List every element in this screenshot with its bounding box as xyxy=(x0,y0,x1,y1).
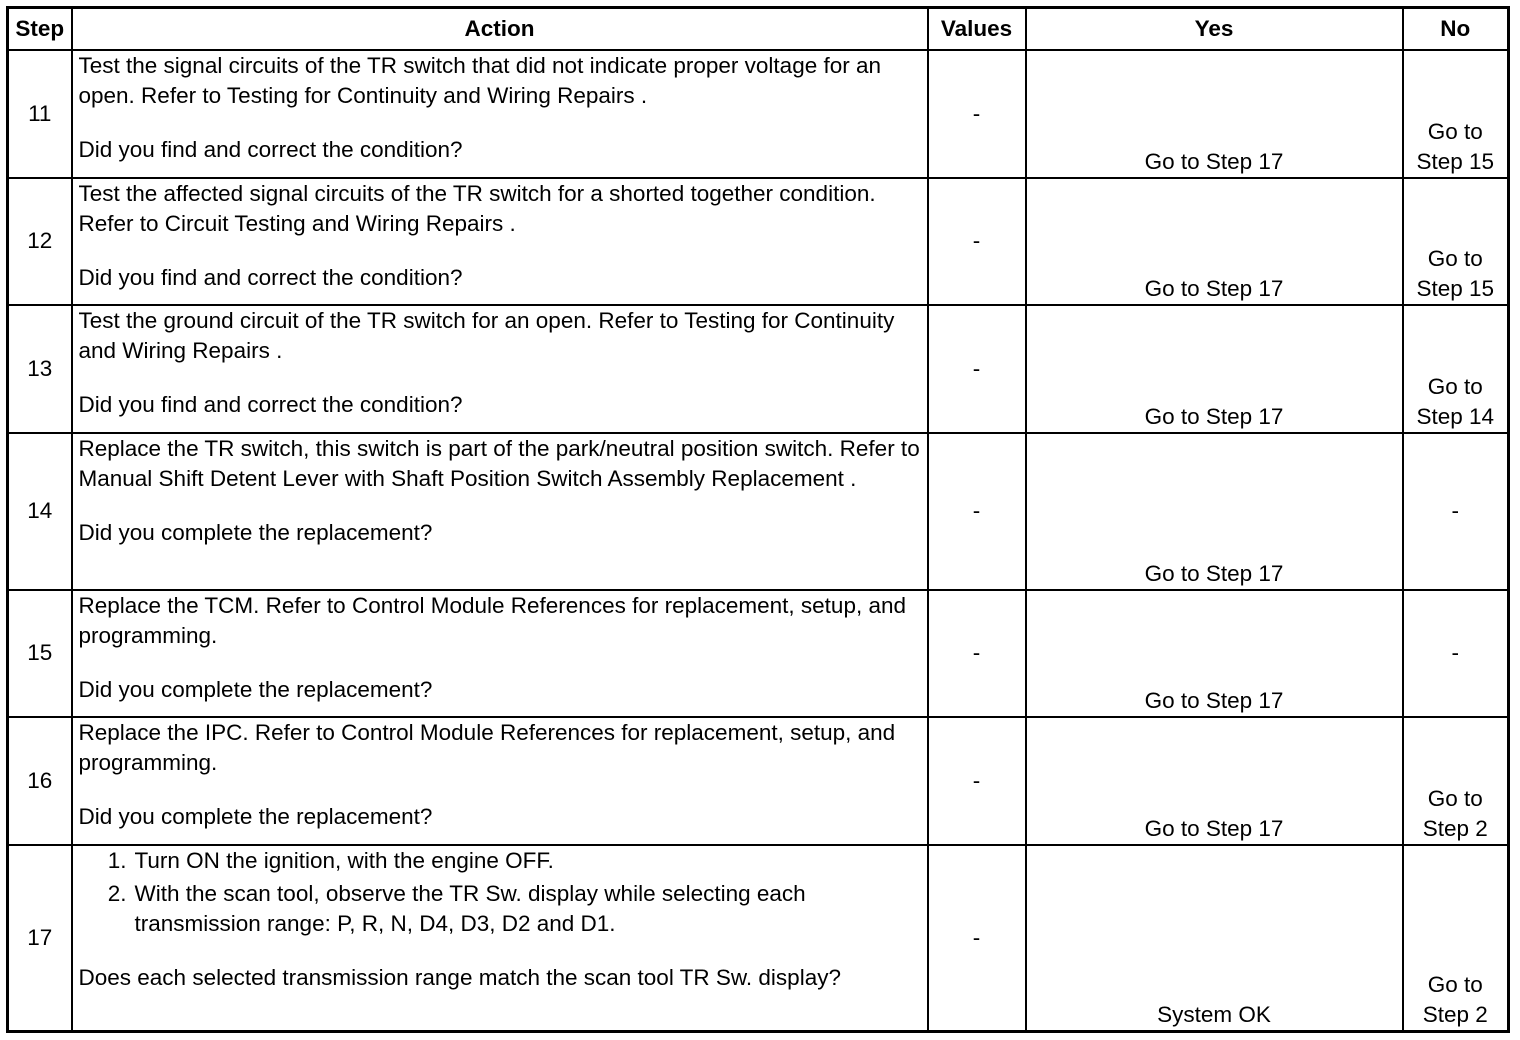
values-cell: - xyxy=(928,717,1026,845)
yes-link[interactable]: Go to Step 17 xyxy=(1026,50,1403,178)
values-cell: - xyxy=(928,845,1026,1032)
action-question: Did you complete the replacement? xyxy=(78,803,433,829)
action-question: Did you find and correct the condition? xyxy=(78,136,463,162)
no-cell: - xyxy=(1403,433,1509,590)
table-row xyxy=(8,845,1509,1032)
substep-text: With the scan tool, observe the TR Sw. display while selecting each transmission range: P, R, N, D4, D3, D2 and D1. xyxy=(134,880,806,936)
substep-number: 1. xyxy=(107,847,127,873)
values-cell: - xyxy=(928,590,1026,717)
action-instruction: Test the ground circuit of the TR switch for an open. Refer to Testing for Continuity and Wiring Repairs . xyxy=(78,307,895,363)
action-cell xyxy=(72,50,928,178)
yes-link[interactable]: Go to Step 17 xyxy=(1026,590,1403,717)
no-cell: - xyxy=(1403,590,1509,717)
yes-link[interactable]: Go to Step 17 xyxy=(1026,433,1403,590)
action-instruction: Replace the IPC. Refer to Control Module References for replacement, setup, and programming. xyxy=(78,719,896,775)
action-question: Did you complete the replacement? xyxy=(78,519,433,545)
action-cell xyxy=(72,178,928,305)
yes-link[interactable]: Go to Step 17 xyxy=(1026,717,1403,845)
substep-number: 2. xyxy=(107,880,127,906)
no-link[interactable]: Go to Step 15 xyxy=(1403,178,1509,305)
header-action: Action xyxy=(72,8,928,50)
action-cell xyxy=(72,590,928,717)
header-values: Values xyxy=(928,8,1026,50)
step-number: 12 xyxy=(8,178,72,305)
action-instruction: Test the affected signal circuits of the TR switch for a shorted together condition. Refer to Circuit Testing and Wiring Repairs . xyxy=(78,180,876,236)
action-cell xyxy=(72,717,928,845)
action-cell xyxy=(72,305,928,433)
step-number: 17 xyxy=(8,845,72,1032)
table-row xyxy=(8,50,1509,178)
action-question: Did you find and correct the condition? xyxy=(78,264,463,290)
substep-text: Turn ON the ignition, with the engine OFF. xyxy=(134,847,554,873)
no-link[interactable]: Go to Step 15 xyxy=(1403,50,1509,178)
step-number: 16 xyxy=(8,717,72,845)
action-question: Did you complete the replacement? xyxy=(78,676,433,702)
substep-list xyxy=(79,846,921,939)
list-item xyxy=(79,846,921,876)
action-question: Does each selected transmission range match the scan tool TR Sw. display? xyxy=(78,964,841,990)
action-question: Did you find and correct the condition? xyxy=(78,391,463,417)
values-cell: - xyxy=(928,50,1026,178)
values-cell: - xyxy=(928,178,1026,305)
step-number: 15 xyxy=(8,590,72,717)
values-cell: - xyxy=(928,305,1026,433)
header-no: No xyxy=(1403,8,1509,50)
step-number: 13 xyxy=(8,305,72,433)
action-instruction: Replace the TR switch, this switch is part of the park/neutral position switch. Refer to Manual Shift Detent Lever with Shaft Position Switch Assembly Replacement . xyxy=(78,435,920,491)
header-yes: Yes xyxy=(1026,8,1403,50)
diagnostic-table xyxy=(6,6,1510,1033)
table-row xyxy=(8,717,1509,845)
list-item xyxy=(79,879,921,939)
action-instruction: Test the signal circuits of the TR switch that did not indicate proper voltage for an open. Refer to Testing for Continuity and Wiring Repairs . xyxy=(78,52,882,108)
yes-link[interactable]: Go to Step 17 xyxy=(1026,305,1403,433)
header-step: Step xyxy=(8,8,72,50)
table-row xyxy=(8,590,1509,717)
table-row xyxy=(8,305,1509,433)
action-cell xyxy=(72,845,928,1032)
table-row xyxy=(8,433,1509,590)
no-link[interactable]: Go to Step 2 xyxy=(1403,717,1509,845)
action-instruction: Replace the TCM. Refer to Control Module References for replacement, setup, and programming. xyxy=(78,592,907,648)
step-number: 14 xyxy=(8,433,72,590)
yes-link[interactable]: System OK xyxy=(1026,845,1403,1032)
no-link[interactable]: Go to Step 2 xyxy=(1403,845,1509,1032)
yes-link[interactable]: Go to Step 17 xyxy=(1026,178,1403,305)
no-link[interactable]: Go to Step 14 xyxy=(1403,305,1509,433)
header-row xyxy=(8,8,1509,50)
table-row xyxy=(8,178,1509,305)
action-cell xyxy=(72,433,928,590)
step-number: 11 xyxy=(8,50,72,178)
values-cell: - xyxy=(928,433,1026,590)
